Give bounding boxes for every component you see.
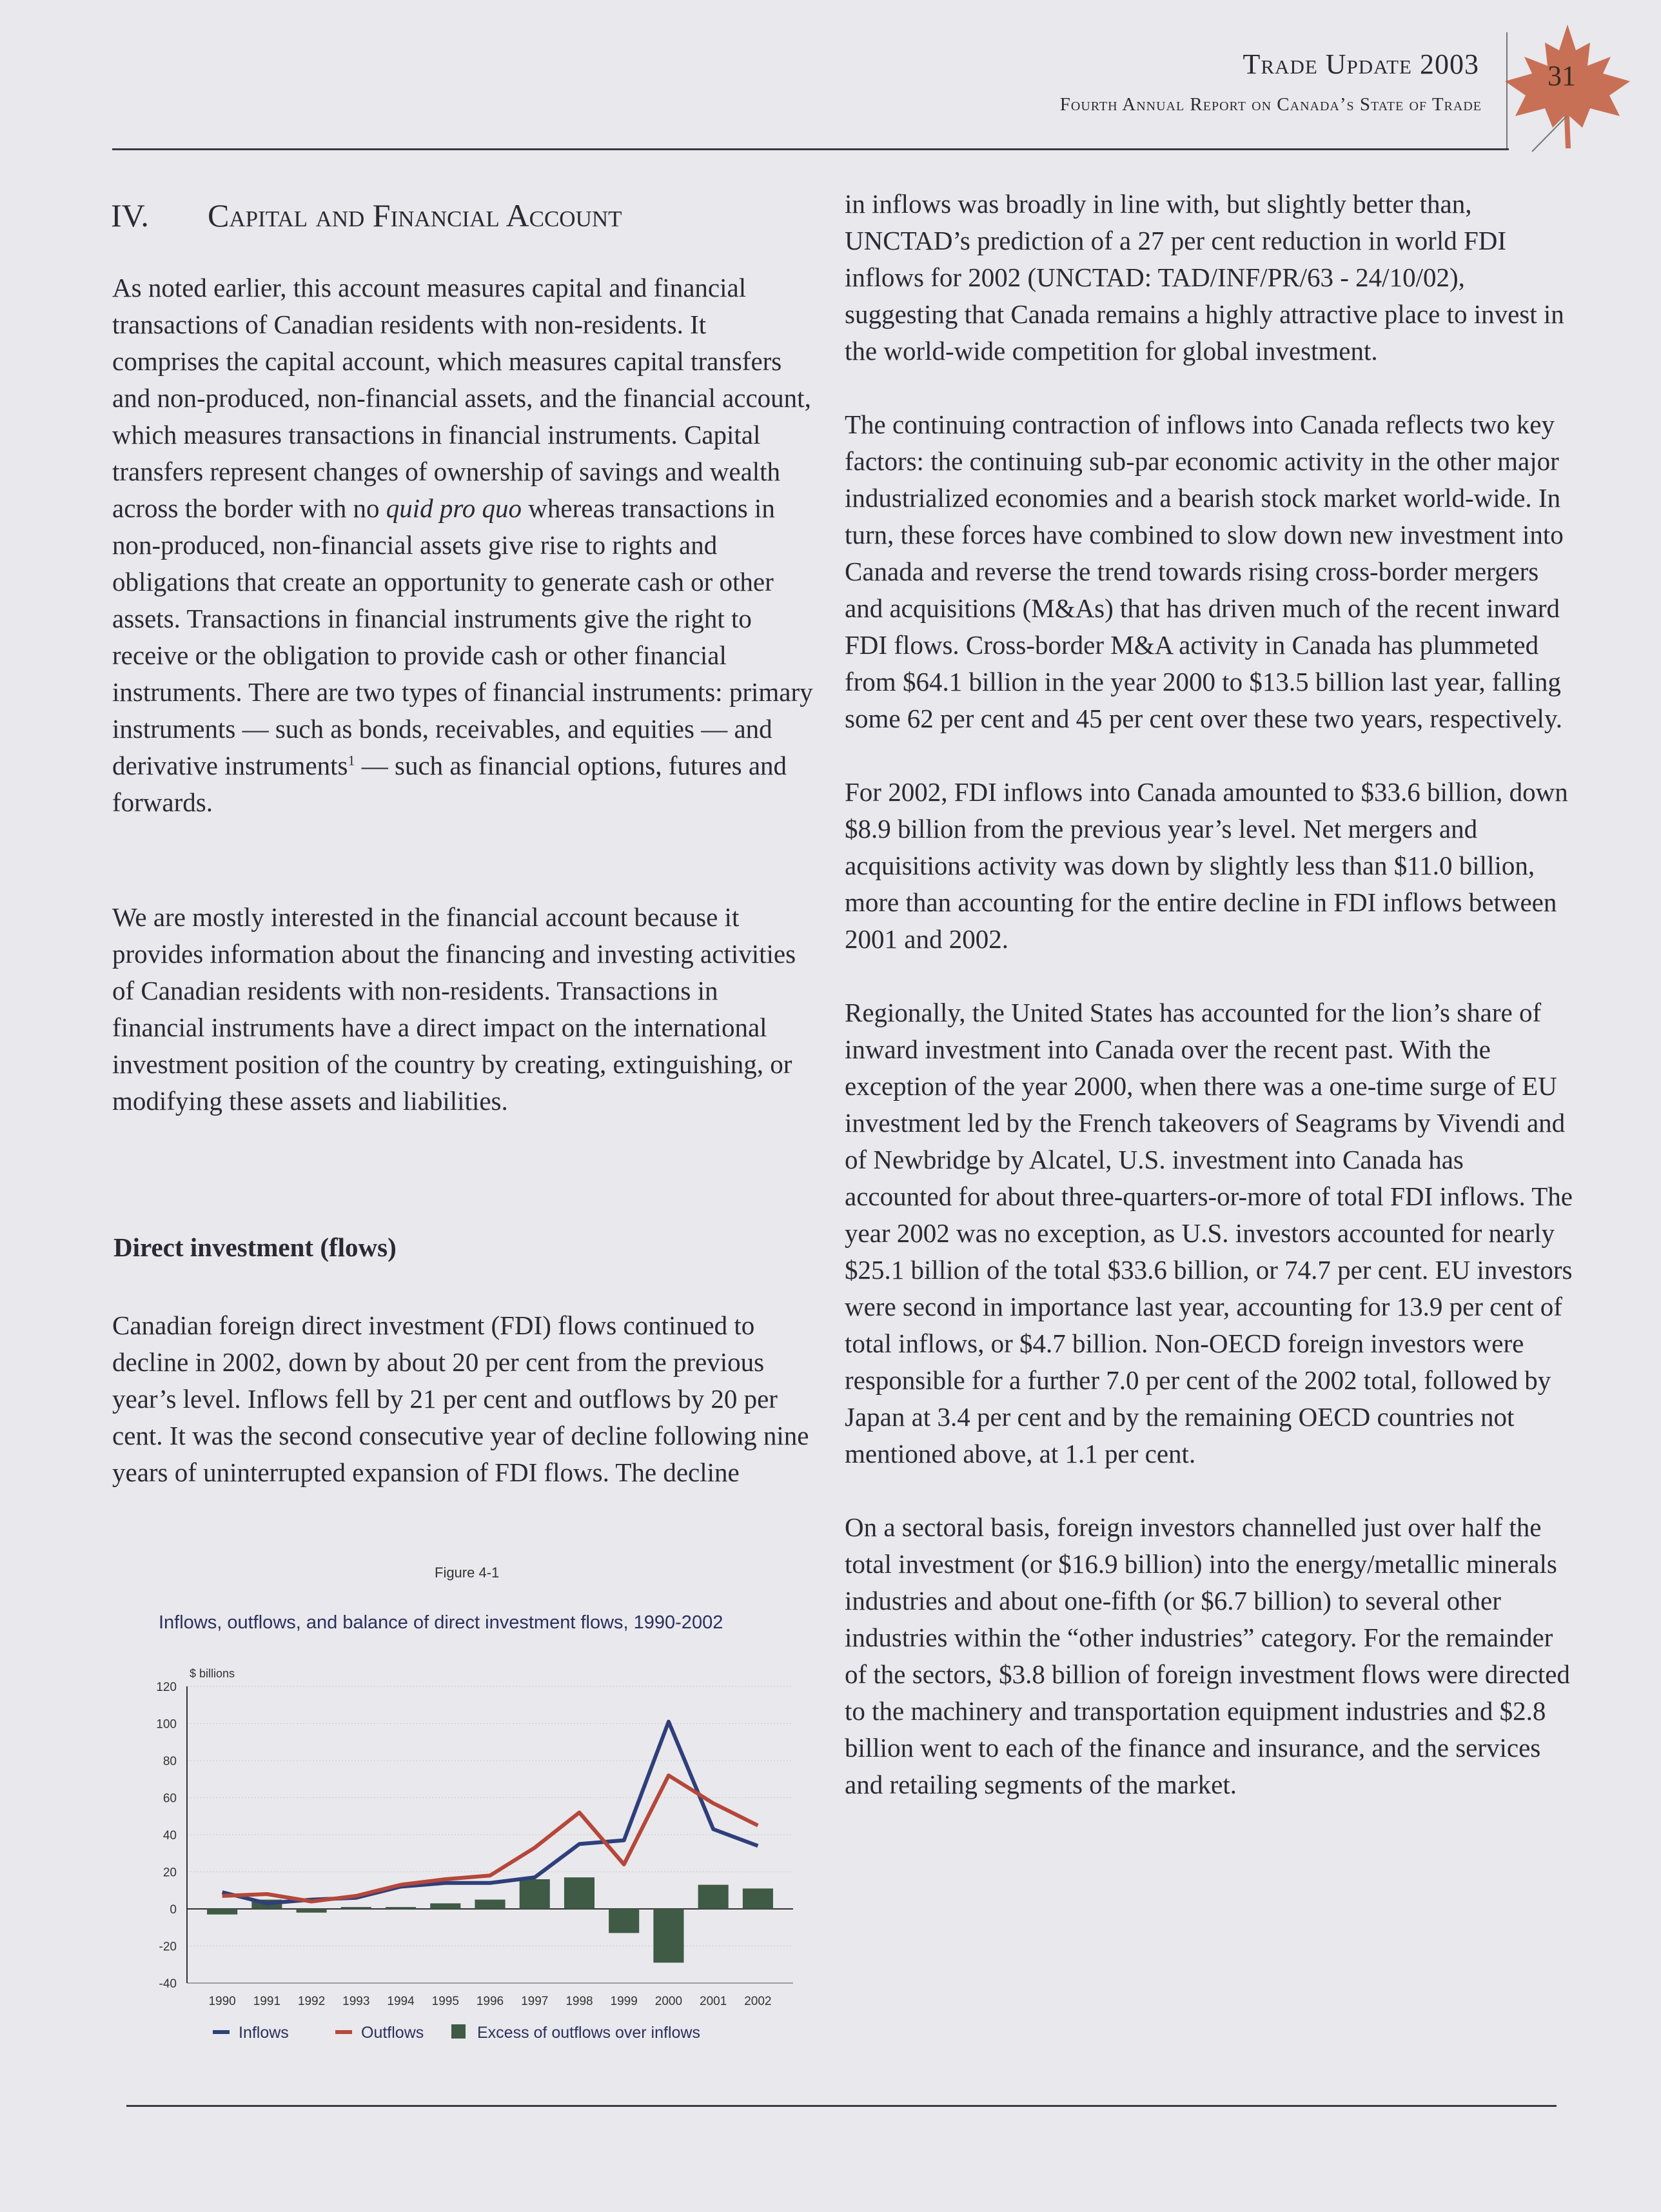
y-tick-label: -20 [159, 1940, 177, 1954]
legend-label: Inflows [239, 2024, 289, 2042]
bar-excess [341, 1907, 371, 1909]
bar-excess [698, 1885, 729, 1909]
legend-swatch-outflows [335, 2030, 352, 2034]
y-tick-label: 80 [162, 1755, 177, 1768]
paragraph-financial-account: We are mostly interested in the financial account because it provides information about the financing and investing activities of Canadian residents with non-residents. Transactions in financial instruments have a direct impact on the international investment position of the country by creating, extinguishing, or modifying these assets and liabilities. [112, 902, 796, 1116]
subheading-direct-investment: Direct investment (flows) [113, 1232, 397, 1262]
footer-rule [126, 2105, 1557, 2107]
x-tick-label: 2000 [654, 1995, 683, 2008]
y-tick-label: 60 [162, 1792, 177, 1806]
bar-excess [430, 1903, 460, 1909]
x-tick-label: 1991 [253, 1995, 280, 2008]
y-tick-label: 120 [156, 1681, 177, 1694]
x-tick-label: 1997 [521, 1995, 549, 2008]
running-header-title: Trade Update 2003 [1243, 48, 1479, 80]
left-column-2 [112, 899, 815, 1120]
bar-excess [564, 1877, 595, 1909]
paragraph-contraction: The continuing contraction of inflows into Canada reflects two key factors: the continuing sub-par economic activity in the other major industrialized economies and a bearish stock market world-wide. In turn, these forces have combined to slow down new investment into Canada and reverse the trend towards rising cross-border mergers and acquisitions (M&As) that has driven much of the recent inward FDI flows. Cross-border M&A activity in Canada has plummeted from $64.1 billion in the year 2000 to $13.5 billion last year, falling some 62 per cent and 45 per cent over these two years, respectively. [845, 410, 1564, 733]
y-tick-label: -40 [159, 1977, 177, 1991]
paragraph-unctad: in inflows was broadly in line with, but slightly better than, UNCTAD’s prediction of a 27 per cent reduction in world FDI inflows for 2002 (UNCTAD: TAD/INF/PR/63 - 24/10/02), suggesting that Canada remains a highly attractive place to invest in the world-wide competition for global investment. [845, 189, 1564, 366]
footnote-marker: 1 [348, 752, 355, 769]
right-column [845, 186, 1573, 1803]
fdi-chart [123, 1657, 806, 2057]
bar-excess [297, 1909, 327, 1913]
paragraph-regional: Regionally, the United States has accounted for the lion’s share of inward investment into Canada over the recent past. With the exception of the year 2000, when there was a one-time surge of EU investment led by the French takeovers of Seagrams by Vivendi and of Newbridge by Alcatel, U.S. investment into Canada has accounted for about three-quarters-or-more of total FDI inflows. The year 2002 was no exception, as U.S. investors accounted for nearly $25.1 billion of the total $33.6 billion, or 74.7 per cent. EU investors were second in importance last year, accounting for 13.9 per cent of total inflows, or $4.7 billion. Non-OECD foreign investors were responsible for a further 7.0 per cent of the 2002 total, followed by Japan at 3.4 per cent and by the remaining OECD countries not mentioned above, at 1.1 per cent. [845, 998, 1573, 1468]
bar-excess [520, 1879, 550, 1909]
section-heading: Capital and Financial Account [208, 197, 622, 233]
x-tick-label: 1996 [476, 1995, 504, 2008]
chart-title: Inflows, outflows, and balance of direct investment flows, 1990-2002 [159, 1612, 723, 1633]
bar-excess [475, 1900, 505, 1909]
paragraph-2002-inflows: For 2002, FDI inflows into Canada amounted to $33.6 billion, down $8.9 billion from the previous year’s level. Net mergers and acquisitions activity was down by slightly less than $11.0 billion, more than accounting for the entire decline in FDI inflows between 2001 and 2002. [845, 777, 1568, 954]
x-tick-label: 1998 [565, 1995, 593, 2008]
bar-excess [609, 1909, 639, 1933]
header-rule [112, 148, 1509, 150]
legend-label: Excess of outflows over inflows [477, 2024, 700, 2042]
legend-swatch-excess [451, 2024, 466, 2039]
x-tick-label: 2001 [700, 1995, 727, 2008]
x-tick-label: 1999 [610, 1995, 638, 2008]
x-tick-label: 1993 [342, 1995, 370, 2008]
bar-excess [743, 1888, 773, 1909]
legend-swatch-inflows [213, 2030, 230, 2034]
y-axis-label: $ billions [190, 1667, 235, 1680]
paragraph-fdi-flows: Canadian foreign direct investment (FDI) flows continued to decline in 2002, down by about 20 per cent from the previous year’s level. Inflows fell by 21 per cent and outflows by 20 per cent. It was the second consecutive year of decline following nine years of uninterrupted expansion of FDI flows. The decline [112, 1310, 809, 1487]
x-tick-label: 1992 [297, 1995, 326, 2008]
running-header-subtitle: Fourth Annual Report on Canada’s State of Trade [1059, 94, 1482, 115]
x-tick-label: 2002 [744, 1995, 772, 2008]
page-number: 31 [1548, 60, 1576, 92]
left-column [112, 270, 815, 821]
y-tick-label: 0 [170, 1903, 177, 1917]
paragraph-capital-account: As noted earlier, this account measures capital and financial transactions of Canadian residents with non-residents. It comprises the capital account, which measures capital transfers and non-produced, non-financial assets, and the financial account, which measures transactions in financial instruments. Capital transfers represent changes of ownership of savings and wealth across the border with no quid pro quo whereas transactions in non-produced, non-financial assets give rise to rights and obligations that create an opportunity to generate cash or other assets. Transactions in financial instruments give the right to receive or the obligation to provide cash or other financial instruments. There are two types of financial instruments: primary instruments — such as bonds, receivables, and equities — and derivative instruments$^1$ — such as financial options, futures and forwards. [112, 273, 813, 817]
paragraph-sectoral: On a sectoral basis, foreign investors channelled just over half the total investment (or $16.9 billion) into the energy/metallic minerals industries and about one-fifth (or $6.7 billion) to several other industries within the “other industries” category. For the remainder of the sectors, $3.8 billion of foreign investment flows were directed to the machinery and transportation equipment industries and $2.8 billion went to each of the finance and insurance, and the services and retailing segments of the market. [845, 1512, 1570, 1799]
x-tick-label: 1994 [387, 1995, 415, 2008]
bar-excess [653, 1909, 683, 1962]
x-tick-label: 1990 [208, 1995, 236, 2008]
section-title [111, 197, 622, 234]
x-tick-label: 1995 [431, 1995, 459, 2008]
y-tick-label: 100 [156, 1717, 177, 1732]
bar-excess [207, 1909, 237, 1915]
bar-excess [386, 1907, 416, 1909]
figure-label: Figure 4-1 [435, 1565, 500, 1581]
legend-label: Outflows [361, 2024, 424, 2042]
section-number: IV. [111, 197, 149, 233]
y-tick-label: 40 [162, 1829, 177, 1842]
left-column-3 [112, 1307, 815, 1491]
y-tick-label: 20 [162, 1866, 177, 1880]
